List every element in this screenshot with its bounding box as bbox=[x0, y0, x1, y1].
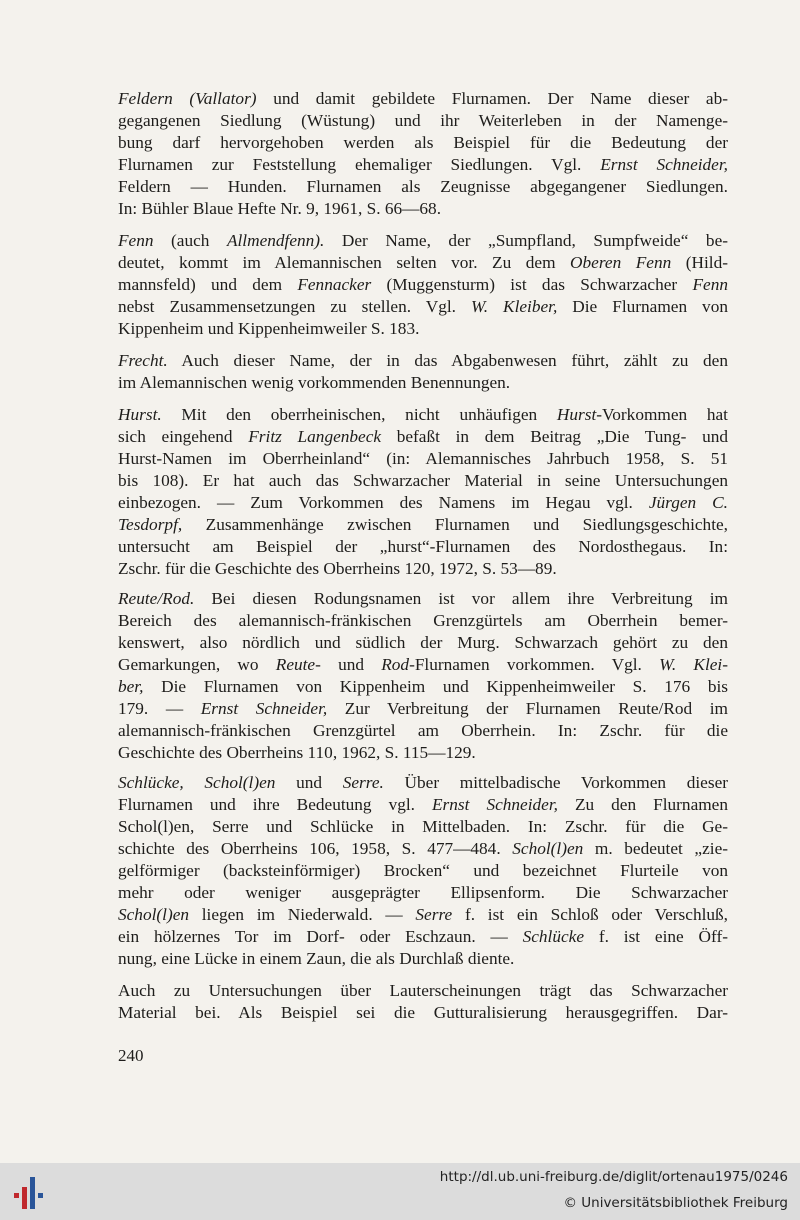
text-line bbox=[118, 154, 728, 176]
ub-freiburg-logo-icon bbox=[10, 1173, 50, 1213]
text-line bbox=[118, 252, 728, 274]
document-url[interactable]: http://dl.ub.uni-freiburg.de/diglit/ortenau1975/0246 bbox=[439, 1169, 788, 1185]
text-run: Über mittelbadische Vorkommen dieser bbox=[383, 773, 728, 792]
italic-term: Serre bbox=[415, 905, 453, 924]
italic-term: Schol(l)en bbox=[512, 839, 584, 858]
text-line bbox=[118, 610, 728, 632]
text-line bbox=[118, 698, 728, 720]
text-run: Mit den oberrheinischen, nicht unhäufigen bbox=[161, 405, 557, 424]
italic-term: Oberen Fenn bbox=[570, 253, 672, 272]
text-run: ein hölzernes Tor im Dorf- oder Eschzaun. — bbox=[118, 927, 523, 946]
text-run: Flurnamen und ihre Bedeutung vgl. bbox=[118, 795, 432, 814]
paragraph bbox=[118, 350, 728, 394]
text-run: mehr oder weniger ausgeprägter Ellipsenform. Die Schwarzacher bbox=[118, 883, 728, 902]
text-line bbox=[118, 676, 728, 698]
italic-term: Feldern (Vallator) bbox=[118, 89, 257, 108]
italic-term: W. Klei- bbox=[659, 655, 728, 674]
text-run: gegangenen Siedlung (Wüstung) und ihr Weiterleben in der Namenge- bbox=[118, 111, 728, 130]
text-line bbox=[118, 110, 728, 132]
text-run: bis 108). Er hat auch das Schwarzacher Material in seine Untersuchungen bbox=[118, 471, 728, 490]
text-line bbox=[118, 274, 728, 296]
paragraph bbox=[118, 980, 728, 1024]
italic-term: Hurst bbox=[556, 405, 597, 424]
text-run: liegen im Niederwald. — bbox=[189, 905, 416, 924]
text-line bbox=[118, 230, 728, 252]
text-line bbox=[118, 88, 728, 110]
italic-term: Fenn bbox=[118, 231, 154, 250]
text-line bbox=[118, 132, 728, 154]
text-line bbox=[118, 632, 728, 654]
text-line bbox=[118, 470, 728, 492]
text-run: Flurnamen zur Feststellung ehemaliger Siedlungen. Vgl. bbox=[118, 155, 601, 174]
italic-term: Ernst Schneider, bbox=[600, 155, 728, 174]
text-line bbox=[118, 350, 728, 372]
italic-term: Hurst. bbox=[118, 405, 162, 424]
text-run: Gemarkungen, wo bbox=[118, 655, 276, 674]
italic-term: Jürgen C. bbox=[648, 493, 729, 512]
text-line bbox=[118, 794, 728, 816]
text-run: Feldern — Hunden. Flurnamen als Zeugnisse abgegangener Siedlungen. bbox=[118, 177, 728, 196]
page-number: 240 bbox=[118, 1046, 144, 1065]
text-run: alemannisch-fränkischen Grenzgürtel am Oberrhein. In: Zschr. für die bbox=[118, 721, 728, 740]
text-line bbox=[118, 588, 728, 610]
text-run: befaßt in dem Beitrag „Die Tung- und bbox=[381, 427, 728, 446]
italic-term: W. Kleiber, bbox=[470, 297, 558, 316]
text-line bbox=[118, 1002, 728, 1024]
italic-term: Ernst Schneider, bbox=[431, 795, 558, 814]
text-run: mannsfeld) und dem bbox=[118, 275, 298, 294]
text-run: Zusammenhänge zwischen Flurnamen und Siedlungsgeschichte, bbox=[182, 515, 728, 534]
text-run: einbezogen. — Zum Vorkommen des Namens im Hegau vgl. bbox=[118, 493, 649, 512]
text-run: deutet, kommt im Alemannischen selten vor. Zu dem bbox=[118, 253, 571, 272]
text-run: f. ist ein Schloß oder Verschluß, bbox=[452, 905, 728, 924]
italic-term: Rod bbox=[381, 655, 410, 674]
text-run: Zschr. für die Geschichte des Oberrheins 120, 1972, S. 53—89. bbox=[118, 559, 557, 578]
text-run: Auch dieser Name, der in das Abgabenwesen führt, zählt zu den bbox=[167, 351, 728, 370]
text-line bbox=[118, 904, 728, 926]
paragraph bbox=[118, 88, 728, 220]
text-line bbox=[118, 426, 728, 448]
text-line bbox=[118, 980, 728, 1002]
text-run: m. bedeutet „zie- bbox=[583, 839, 728, 858]
text-line bbox=[118, 404, 728, 426]
paragraph bbox=[118, 588, 728, 764]
text-run: Material bei. Als Beispiel sei die Gutturalisierung herausgegriffen. Dar- bbox=[118, 1003, 728, 1022]
text-run: Die Flurnamen von bbox=[557, 297, 728, 316]
italic-term: Reute- bbox=[275, 655, 321, 674]
text-run: f. ist eine Öff- bbox=[584, 927, 728, 946]
paragraph bbox=[118, 404, 728, 580]
text-line bbox=[118, 860, 728, 882]
text-line bbox=[118, 514, 728, 536]
text-run: nebst Zusammensetzungen zu stellen. Vgl. bbox=[118, 297, 471, 316]
text-line bbox=[118, 948, 728, 970]
text-run: kenswert, also nördlich und südlich der Murg. Schwarzach gehört zu den bbox=[118, 633, 728, 652]
text-run: -Vorkommen hat bbox=[596, 405, 728, 424]
text-line bbox=[118, 492, 728, 514]
text-run: Bei diesen Rodungsnamen ist vor allem ihre Verbreitung im bbox=[194, 589, 728, 608]
text-line bbox=[118, 536, 728, 558]
text-run: Geschichte des Oberrheins 110, 1962, S. 115—129. bbox=[118, 743, 476, 762]
text-run: -Flurnamen vorkommen. Vgl. bbox=[409, 655, 660, 674]
italic-term: Frecht. bbox=[118, 351, 168, 370]
text-run: und bbox=[275, 773, 343, 792]
italic-term: Fennacker bbox=[297, 275, 372, 294]
viewer-footer bbox=[0, 1163, 800, 1220]
italic-term: Allmendfenn). bbox=[226, 231, 325, 250]
text-line bbox=[118, 816, 728, 838]
text-line bbox=[118, 742, 728, 764]
text-line bbox=[118, 558, 728, 580]
text-run: Hurst-Namen im Oberrheinland“ (in: Alemannisches Jahrbuch 1958, S. 51 bbox=[118, 449, 728, 468]
italic-term: Reute/Rod. bbox=[118, 589, 195, 608]
text-run: Schol(l)en, Serre und Schlücke in Mittelbaden. In: Zschr. für die Ge- bbox=[118, 817, 728, 836]
text-line bbox=[118, 296, 728, 318]
text-run: In: Bühler Blaue Hefte Nr. 9, 1961, S. 66—68. bbox=[118, 199, 442, 218]
paragraph bbox=[118, 772, 728, 970]
text-run: sich eingehend bbox=[118, 427, 249, 446]
italic-term: Schlücke bbox=[522, 927, 585, 946]
text-line bbox=[118, 654, 728, 676]
italic-term: Schol(l)en bbox=[118, 905, 190, 924]
italic-term: Ernst Schneider, bbox=[200, 699, 328, 718]
text-run: Der Name, der „Sumpfland, Sumpfweide“ be- bbox=[324, 231, 728, 250]
text-run: Die Flurnamen von Kippenheim und Kippenheimweiler S. 176 bis bbox=[143, 677, 728, 696]
text-line bbox=[118, 198, 728, 220]
italic-term: Fritz Langenbeck bbox=[248, 427, 382, 446]
italic-term: Serre. bbox=[342, 773, 384, 792]
copyright-notice: © Universitätsbibliothek Freiburg bbox=[563, 1195, 788, 1211]
text-run: bung darf hervorgehoben werden als Beispiel für die Bedeutung der bbox=[118, 133, 728, 152]
text-line bbox=[118, 372, 728, 394]
text-line bbox=[118, 176, 728, 198]
italic-term: Tesdorpf, bbox=[118, 515, 183, 534]
italic-term: ber, bbox=[118, 677, 144, 696]
text-line bbox=[118, 882, 728, 904]
text-line bbox=[118, 720, 728, 742]
paragraph bbox=[118, 230, 728, 340]
text-run: 179. — bbox=[118, 699, 201, 718]
text-run: nung, eine Lücke in einem Zaun, die als Durchlaß diente. bbox=[118, 949, 515, 968]
italic-term: Fenn bbox=[692, 275, 728, 294]
text-line bbox=[118, 926, 728, 948]
text-line bbox=[118, 448, 728, 470]
text-run: Zu den Flurnamen bbox=[557, 795, 728, 814]
text-run: (Hild- bbox=[671, 253, 728, 272]
text-line bbox=[118, 318, 728, 340]
text-run: und damit gebildete Flurnamen. Der Name dieser ab- bbox=[256, 89, 728, 108]
text-run: (auch bbox=[153, 231, 227, 250]
text-run: (Muggensturm) ist das Schwarzacher bbox=[371, 275, 693, 294]
text-run: Bereich des alemannisch-fränkischen Grenzgürtels am Oberrhein bemer- bbox=[118, 611, 728, 630]
text-line bbox=[118, 772, 728, 794]
text-run: gelförmiger (backsteinförmiger) Brocken“ und bezeichnet Flurteile von bbox=[118, 861, 728, 880]
text-run: untersucht am Beispiel der „hurst“-Flurnamen des Nordosthegaus. In: bbox=[118, 537, 728, 556]
text-run: Auch zu Untersuchungen über Lauterscheinungen trägt das Schwarzacher bbox=[118, 981, 728, 1000]
text-run: im Alemannischen wenig vorkommenden Benennungen. bbox=[118, 373, 511, 392]
italic-term: Schlücke, Schol(l)en bbox=[118, 773, 276, 792]
text-run: schichte des Oberrheins 106, 1958, S. 477—484. bbox=[118, 839, 513, 858]
text-run: Kippenheim und Kippenheimweiler S. 183. bbox=[118, 319, 420, 338]
text-line bbox=[118, 838, 728, 860]
text-run: und bbox=[320, 655, 382, 674]
text-run: Zur Verbreitung der Flurnamen Reute/Rod im bbox=[327, 699, 728, 718]
